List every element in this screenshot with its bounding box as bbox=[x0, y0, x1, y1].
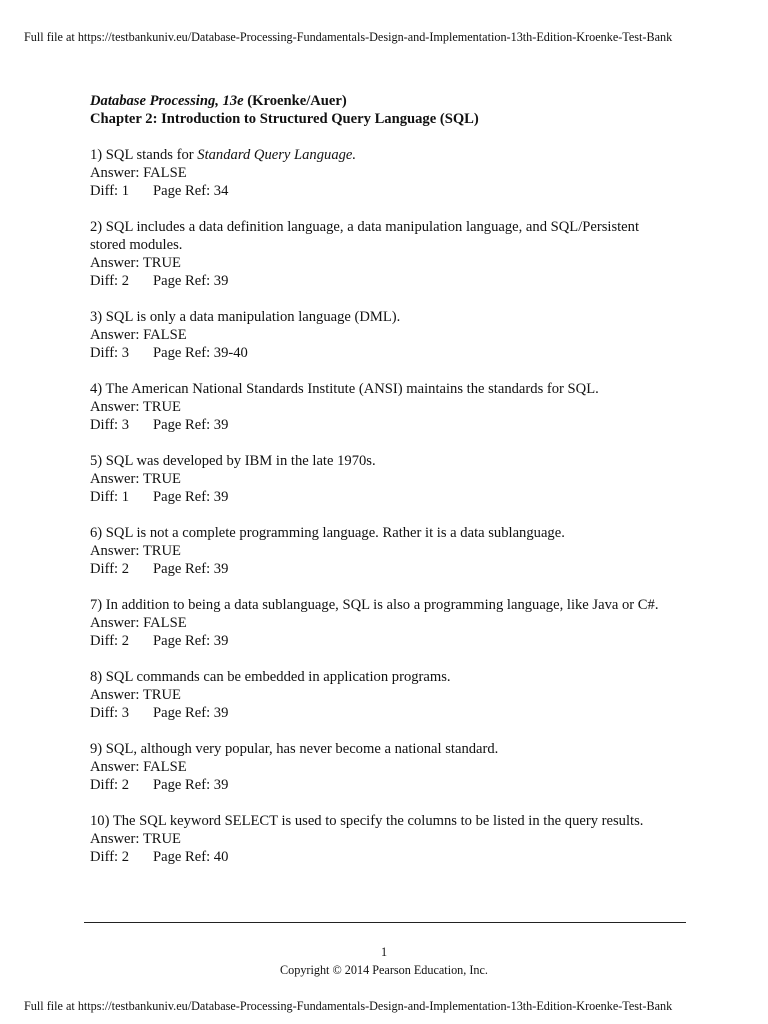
question-text: 3) SQL is only a data manipulation language (DML). bbox=[90, 309, 401, 325]
answer-line: Answer: TRUE bbox=[90, 543, 181, 559]
question-text: 7) In addition to being a data sublanguage, SQL is also a programming language, like Java or C#. bbox=[90, 597, 659, 613]
page-ref: Page Ref: 39 bbox=[153, 489, 229, 505]
meta-line bbox=[90, 848, 700, 866]
question-text: 8) SQL commands can be embedded in application programs. bbox=[90, 669, 451, 685]
question-item bbox=[90, 740, 700, 794]
question-item bbox=[90, 668, 700, 722]
question-item bbox=[90, 812, 700, 866]
difficulty: Diff: 2 bbox=[90, 849, 130, 865]
book-heading bbox=[90, 92, 700, 110]
question-item bbox=[90, 308, 700, 362]
meta-line bbox=[90, 488, 700, 506]
answer-line: Answer: FALSE bbox=[90, 759, 187, 775]
page-ref: Page Ref: 34 bbox=[153, 183, 229, 199]
meta-line bbox=[90, 182, 700, 200]
answer-line: Answer: TRUE bbox=[90, 399, 181, 415]
meta-line bbox=[90, 560, 700, 578]
book-authors: (Kroenke/Auer) bbox=[243, 93, 347, 109]
question-list bbox=[90, 146, 700, 866]
difficulty: Diff: 3 bbox=[90, 417, 130, 433]
meta-line bbox=[90, 344, 700, 362]
difficulty: Diff: 2 bbox=[90, 561, 130, 577]
difficulty: Diff: 1 bbox=[90, 183, 130, 199]
page-ref: Page Ref: 39-40 bbox=[153, 345, 248, 361]
difficulty: Diff: 2 bbox=[90, 777, 130, 793]
difficulty: Diff: 1 bbox=[90, 489, 130, 505]
book-title: Database Processing, 13e bbox=[90, 93, 244, 109]
question-item bbox=[90, 218, 700, 290]
question-text: 2) SQL includes a data definition language, a data manipulation language, and SQL/Persistent stored modules. bbox=[90, 219, 640, 253]
answer-line: Answer: TRUE bbox=[90, 687, 181, 703]
meta-line bbox=[90, 272, 700, 290]
meta-line bbox=[90, 632, 700, 650]
page-number: 1 bbox=[380, 945, 388, 959]
difficulty: Diff: 2 bbox=[90, 633, 130, 649]
copyright-notice: Copyright © 2014 Pearson Education, Inc. bbox=[280, 963, 488, 977]
page-ref: Page Ref: 39 bbox=[153, 417, 229, 433]
difficulty: Diff: 2 bbox=[90, 273, 130, 289]
page-content bbox=[90, 92, 700, 884]
question-text: 10) The SQL keyword SELECT is used to specify the columns to be listed in the query results. bbox=[90, 813, 644, 829]
answer-line: Answer: TRUE bbox=[90, 471, 181, 487]
question-text: 6) SQL is not a complete programming language. Rather it is a data sublanguage. bbox=[90, 525, 565, 541]
page-ref: Page Ref: 39 bbox=[153, 705, 229, 721]
question-text: 5) SQL was developed by IBM in the late 1970s. bbox=[90, 453, 376, 469]
question-item bbox=[90, 146, 700, 200]
answer-line: Answer: TRUE bbox=[90, 255, 181, 271]
source-banner-bottom: Full file at https://testbankuniv.eu/Database-Processing-Fundamentals-Design-and-Implementation-13th-Edition-Kroenke-Test-Bank bbox=[24, 999, 673, 1013]
question-item bbox=[90, 380, 700, 434]
question-item bbox=[90, 524, 700, 578]
chapter-title: Chapter 2: Introduction to Structured Query Language (SQL) bbox=[90, 111, 479, 127]
page-ref: Page Ref: 40 bbox=[153, 849, 229, 865]
page-ref: Page Ref: 39 bbox=[153, 777, 229, 793]
difficulty: Diff: 3 bbox=[90, 705, 130, 721]
page-ref: Page Ref: 39 bbox=[153, 273, 229, 289]
answer-line: Answer: FALSE bbox=[90, 165, 187, 181]
answer-line: Answer: TRUE bbox=[90, 831, 181, 847]
question-item bbox=[90, 596, 700, 650]
footer-divider bbox=[84, 922, 686, 923]
meta-line bbox=[90, 416, 700, 434]
meta-line bbox=[90, 776, 700, 794]
answer-line: Answer: FALSE bbox=[90, 615, 187, 631]
question-text: 4) The American National Standards Institute (ANSI) maintains the standards for SQL. bbox=[90, 381, 599, 397]
question-text: 9) SQL, although very popular, has never become a national standard. bbox=[90, 741, 499, 757]
meta-line bbox=[90, 704, 700, 722]
answer-line: Answer: FALSE bbox=[90, 327, 187, 343]
difficulty: Diff: 3 bbox=[90, 345, 130, 361]
page-ref: Page Ref: 39 bbox=[153, 633, 229, 649]
question-item bbox=[90, 452, 700, 506]
source-banner-top: Full file at https://testbankuniv.eu/Database-Processing-Fundamentals-Design-and-Implementation-13th-Edition-Kroenke-Test-Bank bbox=[24, 30, 673, 44]
question-text: 1) SQL stands for Standard Query Language. bbox=[90, 147, 357, 163]
page-ref: Page Ref: 39 bbox=[153, 561, 229, 577]
